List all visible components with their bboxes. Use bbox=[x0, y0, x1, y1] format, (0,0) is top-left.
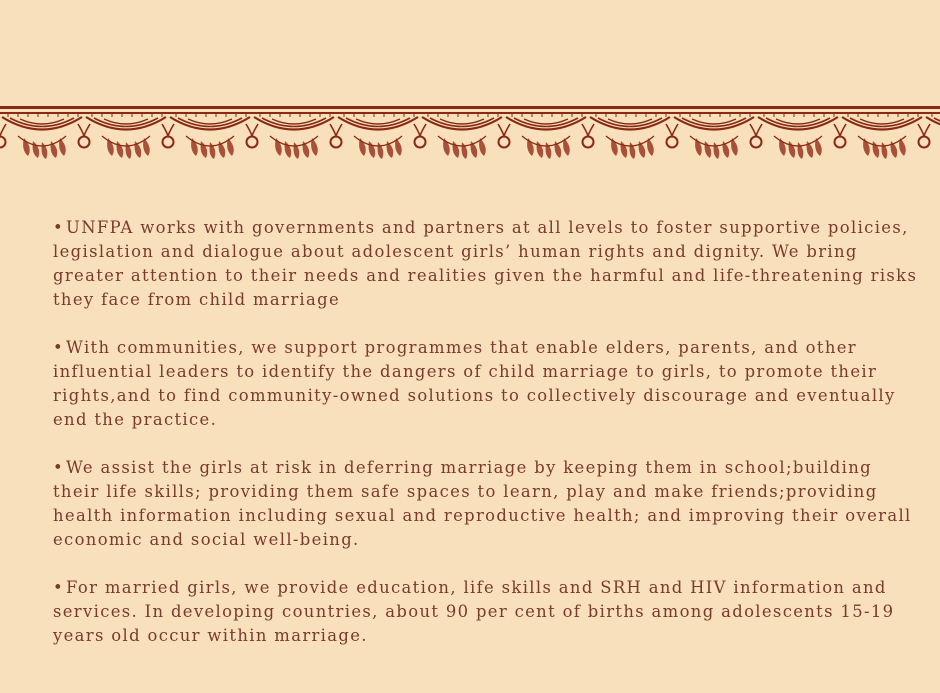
bullet-icon: • bbox=[53, 578, 65, 597]
list-item bbox=[53, 456, 923, 552]
bullet-icon: • bbox=[53, 458, 65, 477]
paragraph-text: For married girls, we provide education, life skills and SRH and HIV information and services. In developing countries, about 90 per cent of births among adolescents 15-19 years old occur within marriage. bbox=[53, 578, 895, 645]
bullet-icon: • bbox=[53, 218, 65, 237]
bullet-list bbox=[53, 216, 923, 672]
paragraph-text: With communities, we support programmes that enable elders, parents, and other influential leaders to identify the dangers of child marriage to girls, to promote their rights,and to find community-owned solutions to collectively discourage and eventually end the practice. bbox=[53, 338, 896, 429]
lace-border-decoration bbox=[0, 104, 940, 168]
bullet-icon: • bbox=[53, 338, 65, 357]
list-item bbox=[53, 576, 923, 648]
list-item bbox=[53, 336, 923, 432]
paragraph-text: We assist the girls at risk in deferring marriage by keeping them in school;building their life skills; providing them safe spaces to learn, play and make friends;providing health information including sexual and reproductive health; and improving their overall economic and social well-being. bbox=[53, 458, 912, 549]
list-item bbox=[53, 216, 923, 312]
paragraph-text: UNFPA works with governments and partners at all levels to foster supportive policies, legislation and dialogue about adolescent girls’ human rights and dignity. We bring greater attention to their needs and realities given the harmful and life-threatening risks they face from child marriage bbox=[53, 218, 918, 309]
